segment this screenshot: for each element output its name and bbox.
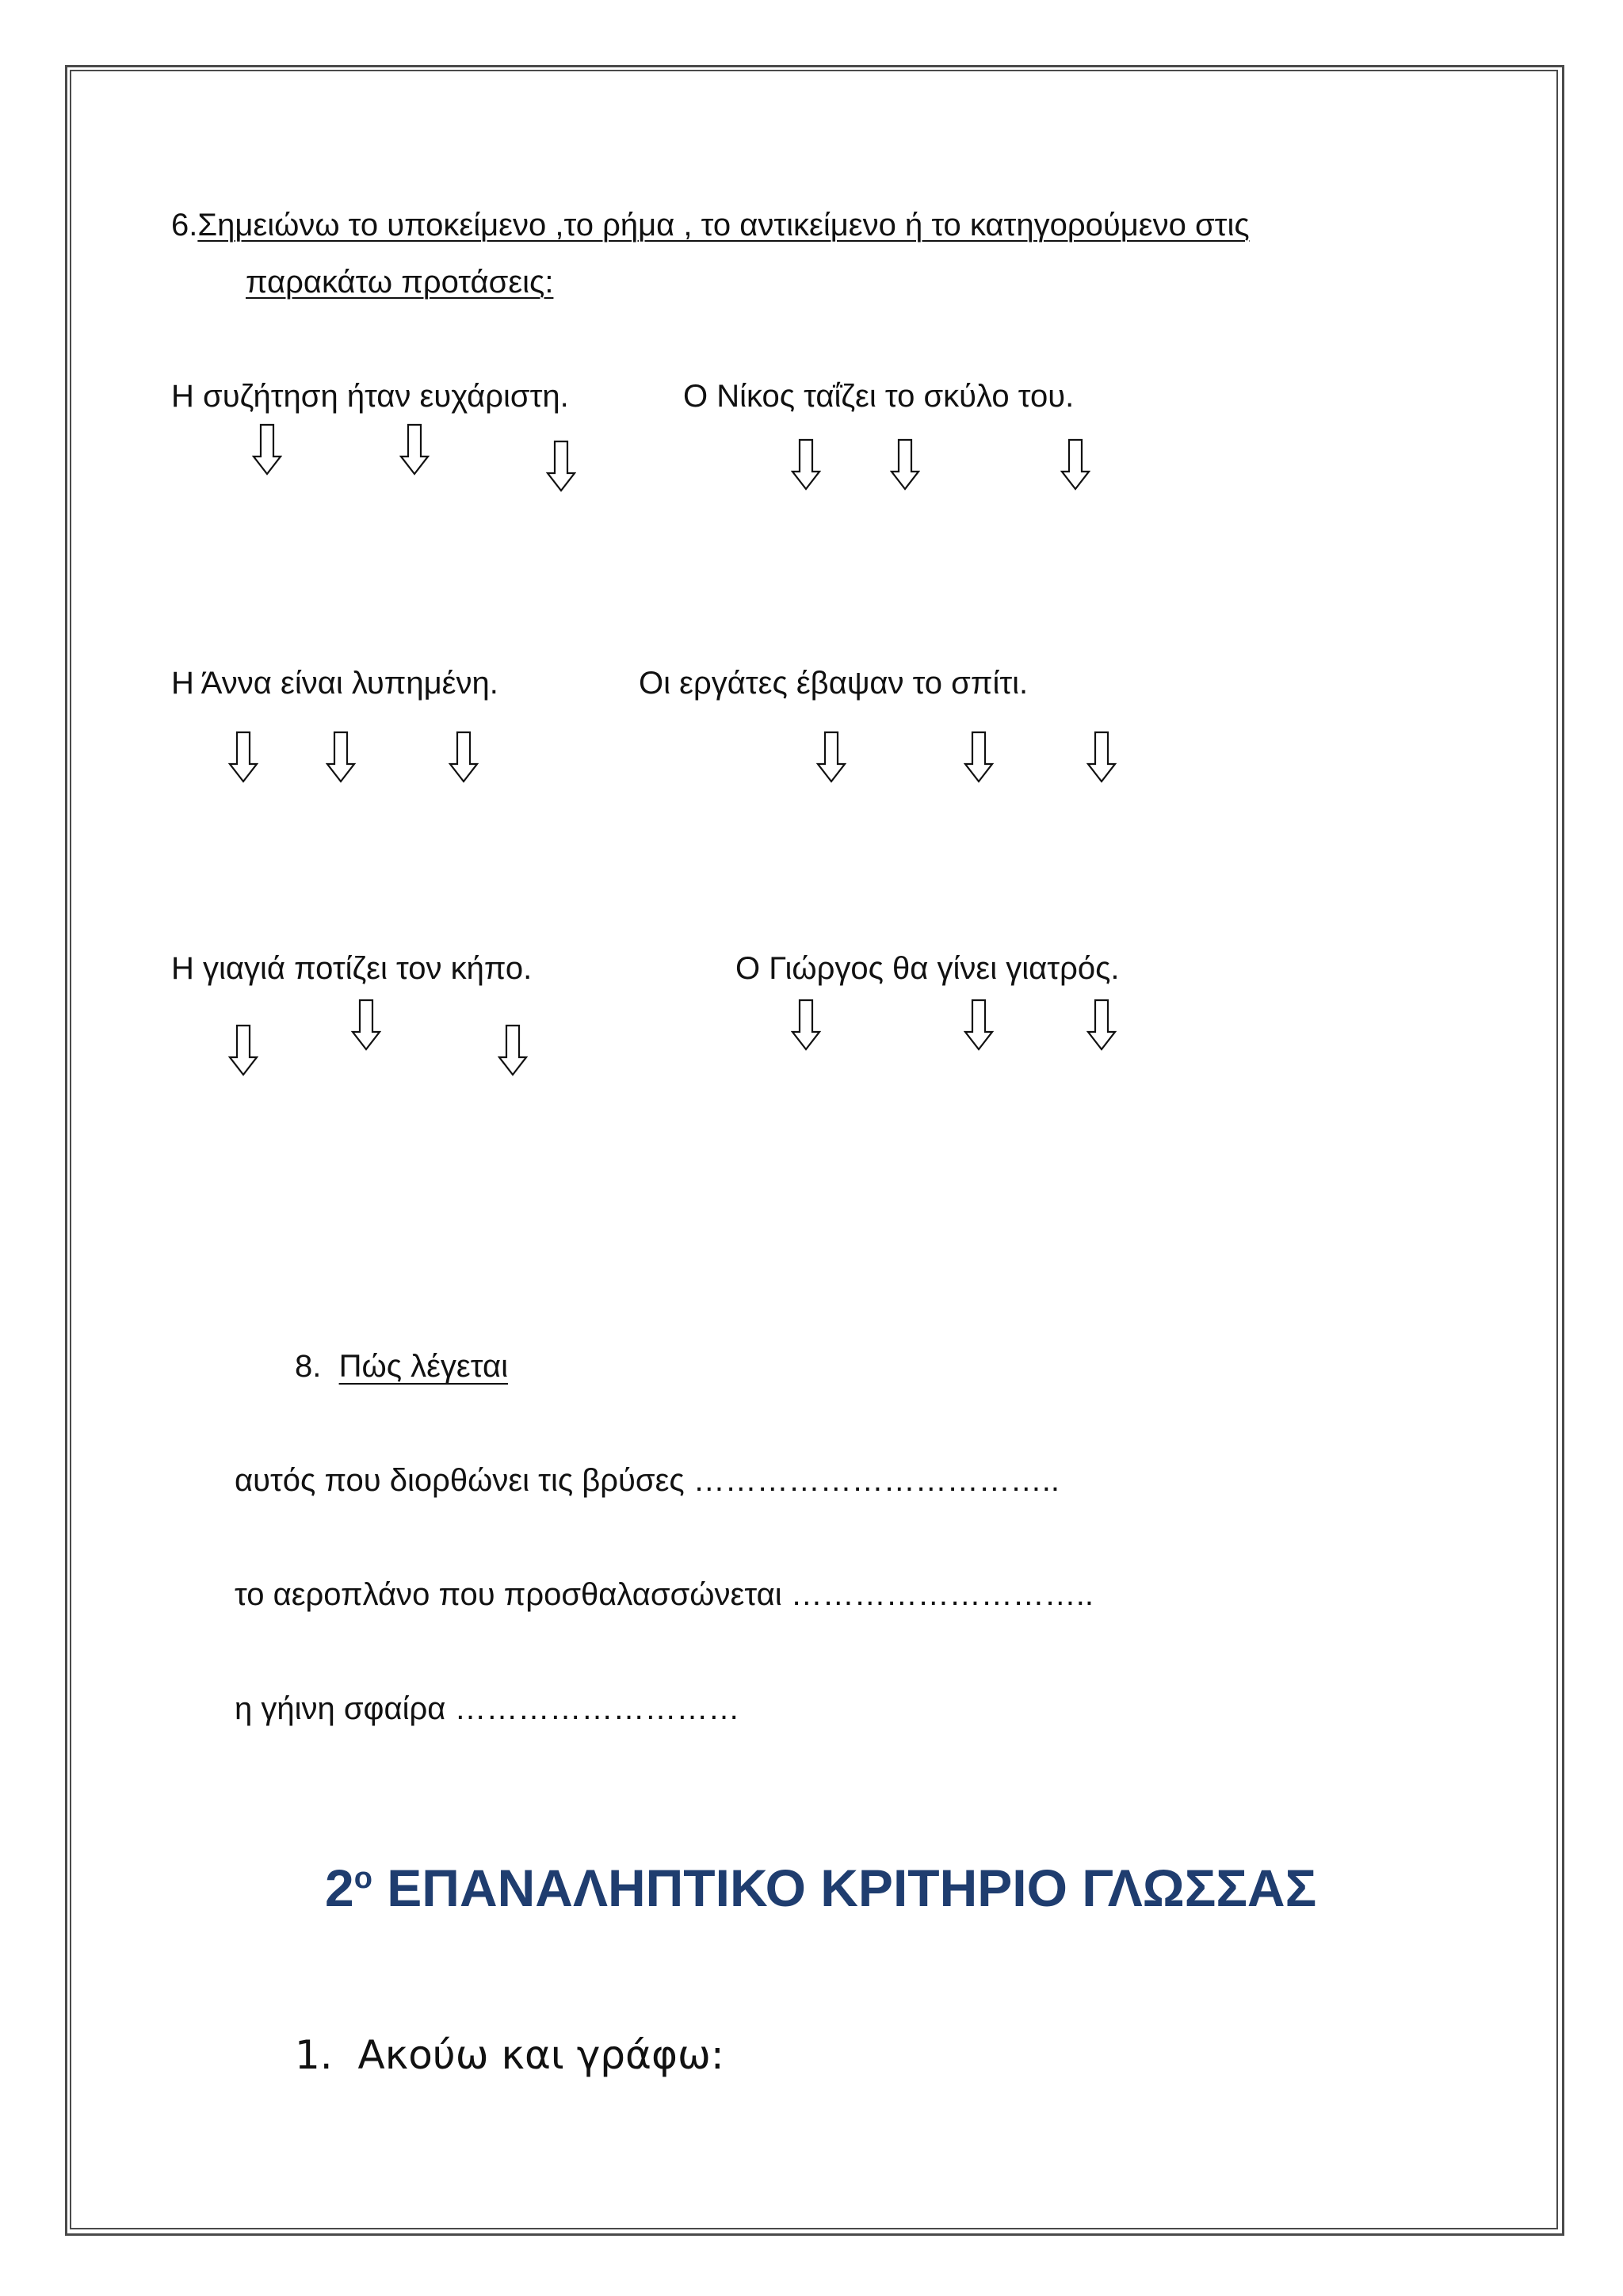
exam-title-number: 2 (325, 1859, 354, 1917)
question-6-instruction-line2-wrap (246, 265, 553, 300)
exam-title-ordinal: ο (353, 1862, 372, 1895)
question-6-instruction-line2: παρακάτω προτάσεις: (246, 265, 554, 300)
down-arrow-icon (964, 999, 994, 1051)
down-arrow-icon (890, 438, 920, 491)
sentence-5: Η γιαγιά ποτίζει τον κήπο. (171, 951, 533, 986)
down-arrow-icon (399, 423, 430, 476)
down-arrow-icon (1086, 999, 1117, 1051)
sentence-2: Ο Νίκος ταΐζει το σκύλο του. (683, 379, 1075, 414)
sentence-6: Ο Γιώργος θα γίνει γιατρός. (735, 951, 1120, 986)
section-1-label: Ακούω και γράφω: (357, 2032, 724, 2078)
down-arrow-icon (546, 440, 576, 492)
down-arrow-icon (351, 999, 381, 1051)
question-8-number: 8. (295, 1349, 322, 1384)
down-arrow-icon (228, 731, 258, 783)
fill-in-line-3: η γήινη σφαίρα ……………………… (235, 1691, 740, 1726)
down-arrow-icon (326, 731, 356, 783)
down-arrow-icon (964, 731, 994, 783)
down-arrow-icon (791, 438, 821, 491)
down-arrow-icon (816, 731, 846, 783)
exam-title (325, 1858, 1316, 1918)
question-6-number: 6. (171, 208, 198, 243)
down-arrow-icon (1060, 438, 1090, 491)
question-8-heading (295, 1349, 508, 1385)
fill-in-line-1: αυτός που διορθώνει τις βρύσες …………………………….. (235, 1463, 1060, 1498)
question-8-title: Πώς λέγεται (338, 1349, 509, 1384)
down-arrow-icon (449, 731, 479, 783)
section-1-heading (295, 2032, 724, 2078)
down-arrow-icon (228, 1024, 258, 1076)
sentence-1: Η συζήτηση ήταν ευχάριστη. (171, 379, 569, 414)
down-arrow-icon (1086, 731, 1117, 783)
sentence-3: Η Άννα είναι λυπημένη. (171, 666, 498, 701)
fill-in-line-2: το αεροπλάνο που προσθαλασσώνεται ……………………….. (235, 1577, 1094, 1612)
exam-title-text: ΕΠΑΝΑΛΗΠΤΙΚΟ ΚΡΙΤΗΡΙΟ ΓΛΩΣΣΑΣ (372, 1859, 1317, 1917)
section-1-number: 1. (295, 2032, 333, 2078)
down-arrow-icon (498, 1024, 528, 1076)
down-arrow-icon (791, 999, 821, 1051)
sentence-4: Οι εργάτες έβαψαν το σπίτι. (639, 666, 1029, 701)
question-6-instruction-line1: Σημειώνω το υποκείμενο ,το ρήμα , το αντικείμενο ή το κατηγορούμενο στις (197, 208, 1250, 243)
down-arrow-icon (252, 423, 282, 476)
question-6-heading (171, 208, 1250, 243)
